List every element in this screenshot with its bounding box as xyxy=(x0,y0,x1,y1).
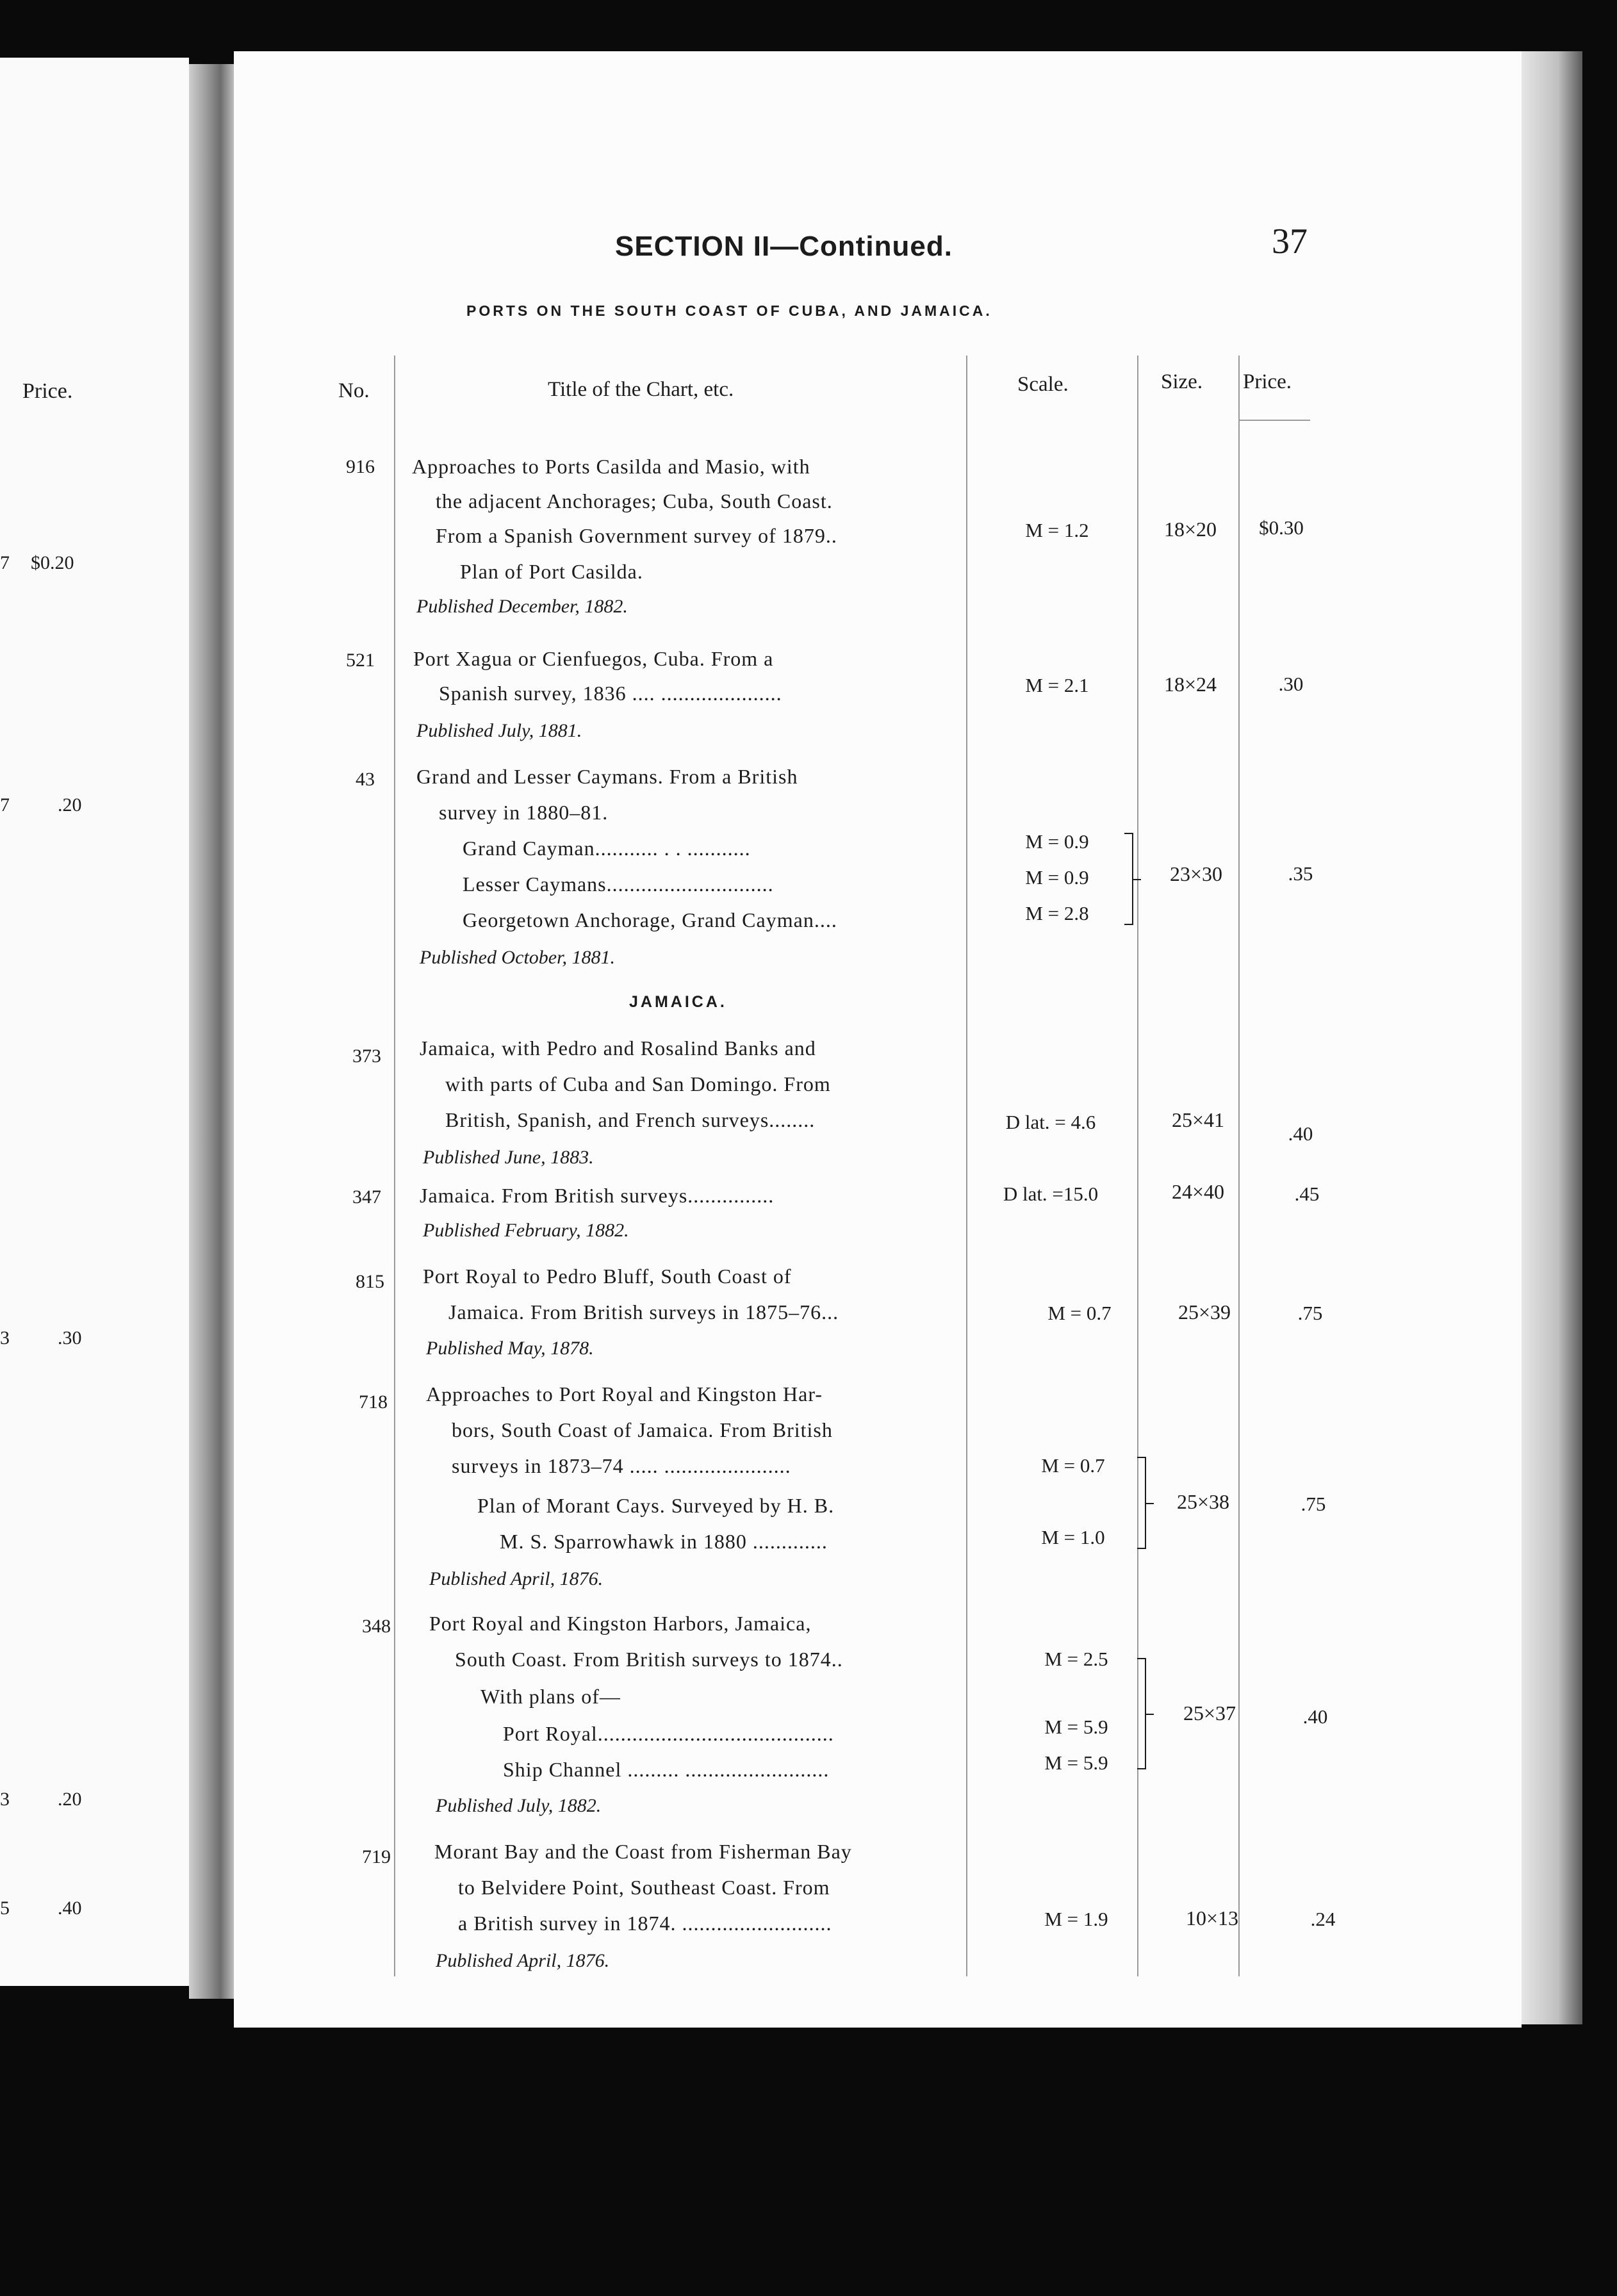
chart-price: .35 xyxy=(1288,862,1313,885)
chart-price: .24 xyxy=(1310,1908,1336,1930)
chart-number: 916 xyxy=(346,456,375,477)
published-date: Published April, 1876. xyxy=(436,1950,610,1971)
chart-scale: M = 2.8 xyxy=(1025,902,1089,924)
subheading: JAMAICA. xyxy=(629,993,727,1011)
chart-title-line: with parts of Cuba and San Domingo. From xyxy=(445,1072,831,1095)
chart-title-line: Lesser Caymans............................. xyxy=(463,873,774,896)
book-gutter xyxy=(189,64,234,1999)
chart-size: 25×41 xyxy=(1171,1108,1225,1131)
chart-title-line: M. S. Sparrowhawk in 1880 ............. xyxy=(500,1530,828,1553)
chart-title-line: British, Spanish, and French surveys........ xyxy=(445,1108,816,1131)
column-header-price: Price. xyxy=(1243,370,1292,393)
chart-scale: M = 5.9 xyxy=(1044,1751,1108,1774)
chart-scale: M = 2.5 xyxy=(1044,1648,1108,1670)
column-header-title: Title of the Chart, etc. xyxy=(548,378,734,401)
left-page-mark: 7 xyxy=(0,552,10,573)
left-page-price: .30 xyxy=(58,1327,82,1349)
chart-number: 719 xyxy=(362,1846,391,1867)
chart-scale: M = 5.9 xyxy=(1044,1716,1108,1738)
chart-scale: M = 2.1 xyxy=(1025,674,1089,696)
column-rule xyxy=(1238,356,1240,1976)
chart-price: .75 xyxy=(1297,1302,1323,1324)
chart-price: .30 xyxy=(1278,673,1304,695)
column-rule xyxy=(394,356,395,1976)
chart-title-line: From a Spanish Government survey of 1879.. xyxy=(436,524,837,547)
chart-number: 718 xyxy=(359,1391,388,1413)
scale-brace xyxy=(1124,833,1133,925)
header-rule xyxy=(1238,420,1310,421)
chart-title-line: surveys in 1873–74 ..... ...................... xyxy=(452,1454,791,1477)
chart-title-line: Plan of Port Casilda. xyxy=(460,560,643,583)
chart-title-line: Grand and Lesser Caymans. From a British xyxy=(416,765,798,788)
chart-title-line: With plans of— xyxy=(480,1685,621,1708)
column-header-scale: Scale. xyxy=(1017,373,1069,396)
chart-price: .45 xyxy=(1294,1183,1320,1205)
published-date: Published December, 1882. xyxy=(416,596,628,617)
published-date: Published July, 1882. xyxy=(436,1795,602,1816)
chart-scale: M = 0.7 xyxy=(1041,1454,1105,1477)
page-edge xyxy=(1522,51,1582,2024)
chart-scale: M = 1.9 xyxy=(1044,1908,1108,1930)
chart-size: 25×37 xyxy=(1183,1702,1236,1725)
chart-title-line: Spanish survey, 1836 .... ..................... xyxy=(439,682,782,705)
chart-title-line: Grand Cayman........... . . ........... xyxy=(463,837,751,860)
chart-size: 24×40 xyxy=(1171,1180,1225,1203)
chart-title-line: Approaches to Port Royal and Kingston Har- xyxy=(426,1382,823,1406)
left-page-mark: 3 xyxy=(0,1327,10,1349)
chart-title-line: the adjacent Anchorages; Cuba, South Coast. xyxy=(436,489,833,512)
chart-title-line: Plan of Morant Cays. Surveyed by H. B. xyxy=(477,1494,835,1517)
chart-title-line: Jamaica, with Pedro and Rosalind Banks and xyxy=(420,1037,816,1060)
published-date: Published June, 1883. xyxy=(423,1147,594,1168)
section-heading: SECTION II—Continued. xyxy=(615,231,953,262)
chart-title-line: survey in 1880–81. xyxy=(439,801,609,824)
chart-scale: M = 0.7 xyxy=(1047,1302,1112,1324)
left-page-price: .20 xyxy=(58,1789,82,1810)
chart-price: .40 xyxy=(1288,1122,1313,1145)
published-date: Published May, 1878. xyxy=(426,1338,594,1359)
chart-title-line: Approaches to Ports Casilda and Masio, with xyxy=(412,455,810,478)
chart-number: 815 xyxy=(356,1271,384,1292)
chart-title-line: South Coast. From British surveys to 1874.. xyxy=(455,1648,843,1671)
chart-size: 25×38 xyxy=(1176,1490,1230,1513)
column-rule xyxy=(966,356,967,1976)
left-page-mark: 3 xyxy=(0,1789,10,1810)
chart-number: 373 xyxy=(352,1046,381,1067)
chart-scale: M = 1.2 xyxy=(1025,519,1089,541)
chart-size: 25×39 xyxy=(1178,1300,1231,1324)
chart-size: 18×24 xyxy=(1163,673,1217,696)
column-header-size: Size. xyxy=(1161,370,1203,393)
scale-brace xyxy=(1137,1457,1146,1549)
left-page-price: .20 xyxy=(58,794,82,816)
chart-price: $0.30 xyxy=(1259,516,1304,539)
chart-title-line: Ship Channel ......... ......................... xyxy=(503,1758,830,1781)
chart-title-line: Morant Bay and the Coast from Fisherman Bay xyxy=(434,1840,852,1863)
chart-title-line: bors, South Coast of Jamaica. From British xyxy=(452,1418,833,1441)
left-page-price: .40 xyxy=(58,1898,82,1919)
published-date: Published July, 1881. xyxy=(416,720,582,741)
page-subtitle: PORTS ON THE SOUTH COAST OF CUBA, AND JAMAICA. xyxy=(466,302,992,319)
chart-number: 347 xyxy=(352,1186,381,1208)
published-date: Published April, 1876. xyxy=(429,1568,603,1589)
left-page xyxy=(0,58,189,1986)
published-date: Published February, 1882. xyxy=(423,1220,629,1241)
chart-number: 43 xyxy=(356,769,375,790)
chart-scale: D lat. = 4.6 xyxy=(1005,1111,1096,1133)
chart-price: .40 xyxy=(1302,1705,1328,1728)
left-page-mark: 5 xyxy=(0,1898,10,1919)
chart-scale: M = 0.9 xyxy=(1025,830,1089,853)
chart-scale: D lat. =15.0 xyxy=(1003,1183,1099,1205)
chart-scale: M = 1.0 xyxy=(1041,1526,1105,1548)
page-number: 37 xyxy=(1272,222,1308,261)
chart-number: 348 xyxy=(362,1616,391,1637)
left-page-price: $0.20 xyxy=(31,552,74,573)
chart-price: .75 xyxy=(1301,1493,1326,1515)
chart-title-line: Jamaica. From British surveys............... xyxy=(420,1184,775,1207)
chart-number: 521 xyxy=(346,650,375,671)
chart-title-line: Port Royal......................................... xyxy=(503,1722,834,1745)
chart-size: 18×20 xyxy=(1163,518,1217,541)
chart-title-line: a British survey in 1874. .......................... xyxy=(458,1912,832,1935)
left-page-mark: 7 xyxy=(0,794,10,816)
chart-title-line: Port Royal and Kingston Harbors, Jamaica, xyxy=(429,1612,812,1635)
chart-size: 10×13 xyxy=(1185,1906,1239,1930)
chart-scale: M = 0.9 xyxy=(1025,866,1089,889)
chart-title-line: Georgetown Anchorage, Grand Cayman.... xyxy=(463,908,837,931)
scale-brace xyxy=(1137,1658,1146,1769)
chart-title-line: Port Royal to Pedro Bluff, South Coast of xyxy=(423,1265,792,1288)
published-date: Published October, 1881. xyxy=(420,947,615,968)
column-header-no: No. xyxy=(338,379,370,402)
left-page-price-header: Price. xyxy=(22,379,73,403)
chart-size: 23×30 xyxy=(1169,862,1223,885)
chart-title-line: to Belvidere Point, Southeast Coast. From xyxy=(458,1876,830,1899)
chart-title-line: Port Xagua or Cienfuegos, Cuba. From a xyxy=(413,647,774,670)
chart-title-line: Jamaica. From British surveys in 1875–76... xyxy=(448,1300,839,1324)
